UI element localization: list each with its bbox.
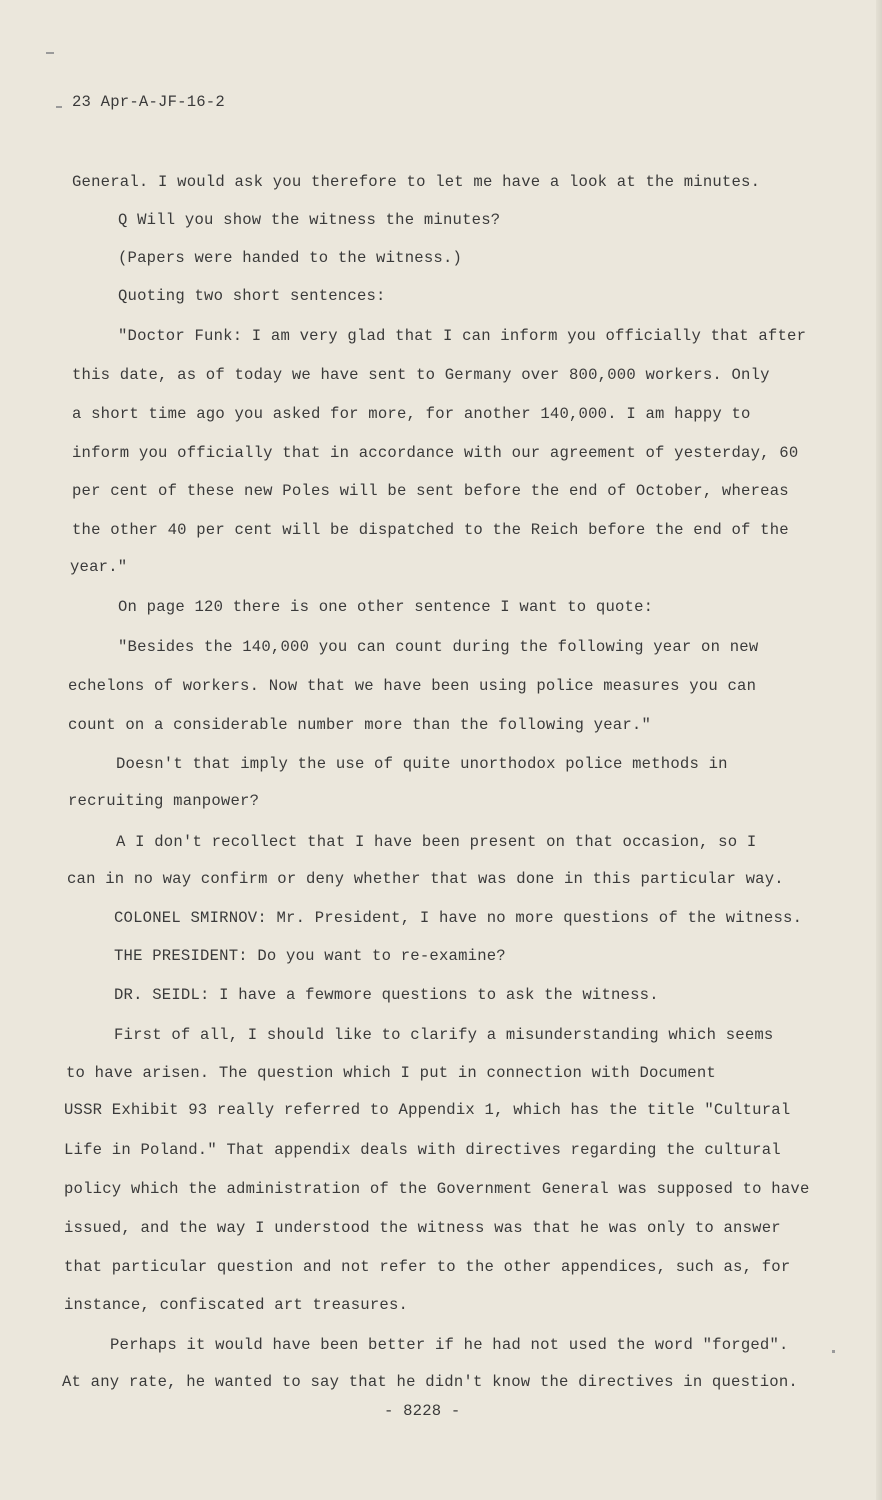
text-line: can in no way confirm or deny whether that was done in this particular way. (67, 870, 784, 888)
text-line: General. I would ask you therefore to let me have a look at the minutes. (72, 173, 761, 191)
text-line: COLONEL SMIRNOV: Mr. President, I have no more questions of the witness. (114, 909, 803, 927)
page-edge (876, 0, 882, 1500)
text-line: this date, as of today we have sent to Germany over 800,000 workers. Only (72, 366, 770, 384)
text-line: USSR Exhibit 93 really referred to Appendix 1, which has the title "Cultural (64, 1101, 791, 1119)
text-line: (Papers were handed to the witness.) (118, 249, 463, 267)
text-line: Doesn't that imply the use of quite unorthodox police methods in (116, 755, 728, 773)
text-line: year." (70, 558, 128, 576)
text-line: DR. SEIDL: I have a fewmore questions to ask the witness. (114, 986, 659, 1004)
text-line: "Doctor Funk: I am very glad that I can inform you officially that after (118, 327, 807, 345)
margin-mark (46, 52, 54, 54)
text-line: echelons of workers. Now that we have been using police measures you can (68, 677, 757, 695)
text-line: First of all, I should like to clarify a misunderstanding which seems (114, 1026, 774, 1044)
text-line: instance, confiscated art treasures. (64, 1296, 409, 1314)
text-line: count on a considerable number more than the following year." (68, 716, 652, 734)
text-line: recruiting manpower? (68, 792, 260, 810)
text-line: a short time ago you asked for more, for another 140,000. I am happy to (72, 405, 751, 423)
text-line: the other 40 per cent will be dispatched to the Reich before the end of the (72, 521, 789, 539)
text-line: inform you officially that in accordance with our agreement of yesterday, 60 (72, 444, 799, 462)
text-line: per cent of these new Poles will be sent before the end of October, whereas (72, 482, 789, 500)
text-line: Quoting two short sentences: (118, 287, 386, 305)
margin-mark (56, 106, 62, 108)
text-line: "Besides the 140,000 you can count during the following year on new (118, 638, 759, 656)
page-number: - 8228 - (384, 1402, 461, 1420)
text-line: policy which the administration of the Government General was supposed to have (64, 1180, 810, 1198)
text-line: At any rate, he wanted to say that he didn't know the directives in question. (62, 1373, 798, 1391)
text-line: Q Will you show the witness the minutes? (118, 211, 501, 229)
margin-mark (832, 1350, 835, 1353)
text-line: Perhaps it would have been better if he had not used the word "forged". (110, 1336, 789, 1354)
text-line: THE PRESIDENT: Do you want to re-examine? (114, 947, 506, 965)
text-line: On page 120 there is one other sentence I want to quote: (118, 598, 654, 616)
text-line: Life in Poland." That appendix deals with directives regarding the cultural (64, 1141, 781, 1159)
header-reference: 23 Apr-A-JF-16-2 (72, 93, 225, 111)
text-line: that particular question and not refer to the other appendices, such as, for (64, 1258, 791, 1276)
text-line: issued, and the way I understood the witness was that he was only to answer (64, 1219, 781, 1237)
text-line: to have arisen. The question which I put in connection with Document (66, 1064, 716, 1082)
text-line: A I don't recollect that I have been present on that occasion, so I (116, 833, 757, 851)
